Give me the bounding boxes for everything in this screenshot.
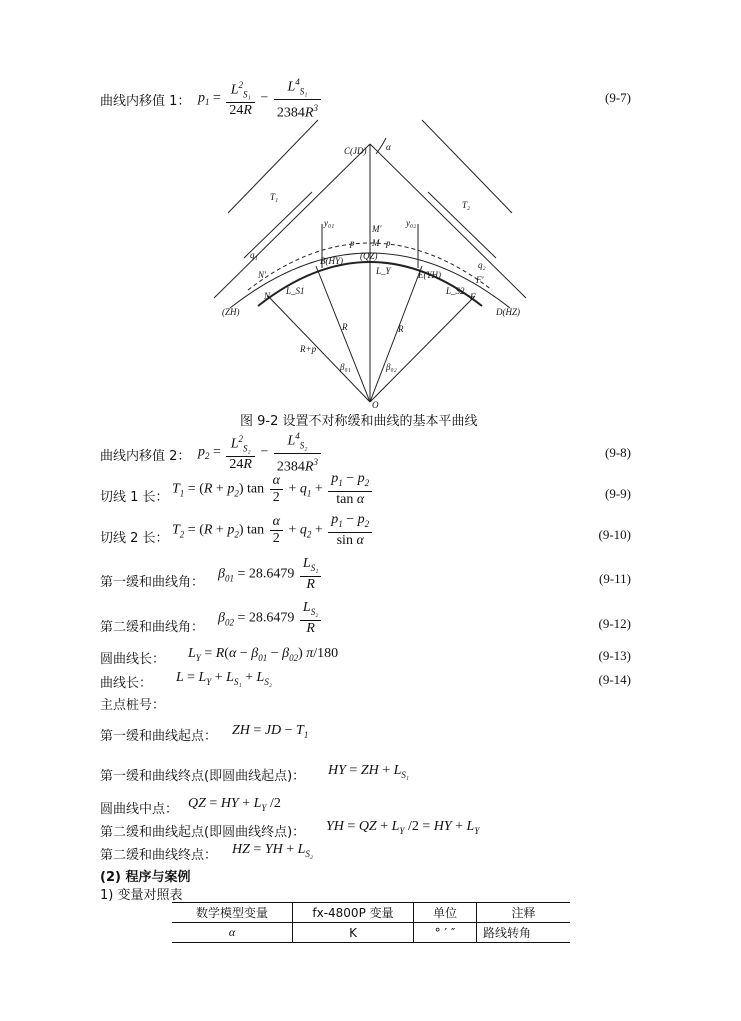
label-ls2: L_S2	[446, 286, 465, 296]
label-ls1: L_S1	[286, 286, 305, 296]
main-points-heading: 主点桩号：	[100, 698, 166, 713]
zh-formula: ZH = JD − $T_1$	[232, 723, 309, 740]
figure-caption: 图 9-2 设置不对称缓和曲线的基本平曲线	[240, 414, 478, 429]
eq-number-9-8: (9-8)	[605, 445, 631, 460]
hz-label: 第二缓和曲线终点：	[100, 848, 218, 863]
yh-label: 第二缓和曲线起点(即圆曲线终点)：	[100, 825, 306, 840]
label-beta01: β₀₁	[340, 362, 351, 372]
table-header-cell: 单位	[414, 903, 477, 923]
label-p-left: p	[350, 238, 355, 248]
label-m-prime: M′	[372, 224, 382, 234]
ly-label: 圆曲线长：	[100, 652, 166, 667]
t1-label: 切线 1 长：	[100, 490, 169, 505]
label-bhy: B(HY)	[320, 256, 343, 266]
label-r-right: R	[398, 324, 404, 334]
label-ly: L_Y	[376, 266, 391, 276]
table-cell: 路线转角	[477, 923, 571, 943]
label-n-prime: N′	[258, 270, 266, 280]
variable-table	[172, 902, 570, 943]
b01-formula: $\beta_{01} = 28.6479$ $\frac{L_{S_1}}{R}$	[218, 556, 323, 593]
hz-formula: HZ = YH + $L_{S_2}$	[232, 842, 314, 859]
l-formula: $L = L_Y + L_{S_1} + L_{S_2}$	[176, 670, 272, 687]
yh-formula: YH = QZ + $L_Y$ /2 = HY + $L_Y$	[326, 819, 480, 836]
p2-label: 曲线内移值 2：	[100, 449, 191, 464]
label-y01: y₀₁	[324, 218, 335, 228]
label-n: N	[264, 291, 271, 301]
label-zh: (ZH)	[222, 307, 240, 317]
ly-formula: $L_Y = R(\alpha - \beta_{01} - \beta_{02})$ π/180	[188, 646, 339, 663]
label-p-right: p	[386, 238, 391, 248]
label-o: O	[372, 400, 379, 410]
b01-label: 第一缓和曲线角：	[100, 575, 205, 590]
eq-number-9-14: (9-14)	[598, 672, 631, 687]
table-header-row	[172, 903, 570, 923]
eq-number-9-11: (9-11)	[598, 571, 631, 586]
label-dhz: D(HZ)	[496, 307, 520, 317]
qz-label: 圆曲线中点：	[100, 802, 179, 817]
table-cell: ° ′ ″	[414, 923, 477, 943]
l-label: 曲线长：	[100, 676, 153, 691]
label-r-left: R	[342, 322, 348, 332]
eq-number-9-12: (9-12)	[598, 616, 631, 631]
eq-number-9-13: (9-13)	[598, 648, 631, 663]
table-header-cell: fx-4800P 变量	[293, 903, 414, 923]
b02-formula: $\beta_{02} = 28.6479$ $\frac{L_{S_2}}{R}$	[218, 600, 323, 637]
label-m: M	[372, 238, 380, 248]
table-cell: α	[172, 923, 293, 943]
table-header-cell: 注释	[477, 903, 571, 923]
label-t1: T₁	[270, 192, 279, 202]
table-row	[172, 923, 570, 943]
eq-number-9-9: (9-9)	[605, 486, 631, 501]
p1-label: 曲线内移值 1：	[100, 94, 191, 109]
eq-number-9-10: (9-10)	[598, 527, 631, 542]
label-cjd: C(JD)	[344, 146, 367, 156]
table-cell: K	[293, 923, 414, 943]
label-t2: T₂	[462, 200, 471, 210]
label-q1: q₁	[250, 250, 258, 260]
qz-formula: QZ = HY + $L_Y$ /2	[188, 796, 281, 813]
t2-formula: $T_2 = (R + p_2)$ tan $\frac{\alpha}{2}$ + $q_2$ + $\frac{p_1 - p_2}{\text{sin α}}$	[172, 512, 374, 549]
label-eyh: E(YH)	[418, 270, 441, 280]
label-q2: q₂	[478, 260, 486, 270]
curve-diagram	[200, 118, 540, 410]
hy-formula: HY = ZH + $L_{S_1}$	[328, 763, 410, 780]
table-header-cell: 数学模型变量	[172, 903, 293, 923]
p2-formula: $p_2$ = $\frac{L^2_{S_2}}{24R}$ − $\frac{L^4_{S_2}}{2384R^3}$	[198, 428, 323, 476]
label-f-prime: F′	[476, 275, 484, 285]
label-beta02: β₀₂	[386, 362, 397, 372]
zh-label: 第一缓和曲线起点：	[100, 729, 218, 744]
b02-label: 第二缓和曲线角：	[100, 620, 205, 635]
label-alpha: α	[386, 142, 391, 152]
label-qz: (QZ)	[360, 251, 378, 261]
label-f: F	[470, 292, 476, 302]
t2-label: 切线 2 长：	[100, 531, 169, 546]
hy-label: 第一缓和曲线终点(即圆曲线起点)：	[100, 769, 306, 784]
label-y02: y₀₂	[406, 218, 417, 228]
subsection-title: 1) 变量对照表	[100, 888, 183, 903]
eq-number-9-7: (9-7)	[605, 90, 631, 105]
t1-formula: $T_1 = (R + p_2)$ tan $\frac{\alpha}{2}$ + $q_1$ + $\frac{p_1 - p_2}{\text{tan α}}$	[172, 471, 374, 508]
section-title: (2) 程序与案例	[100, 870, 191, 885]
p1-formula: $p_1$ = $\frac{L^2_{S_1}}{24R}$ − $\frac{L^4_{S_1}}{2384R^3}$	[198, 74, 323, 122]
label-r-plus-p: R+p	[300, 344, 317, 354]
